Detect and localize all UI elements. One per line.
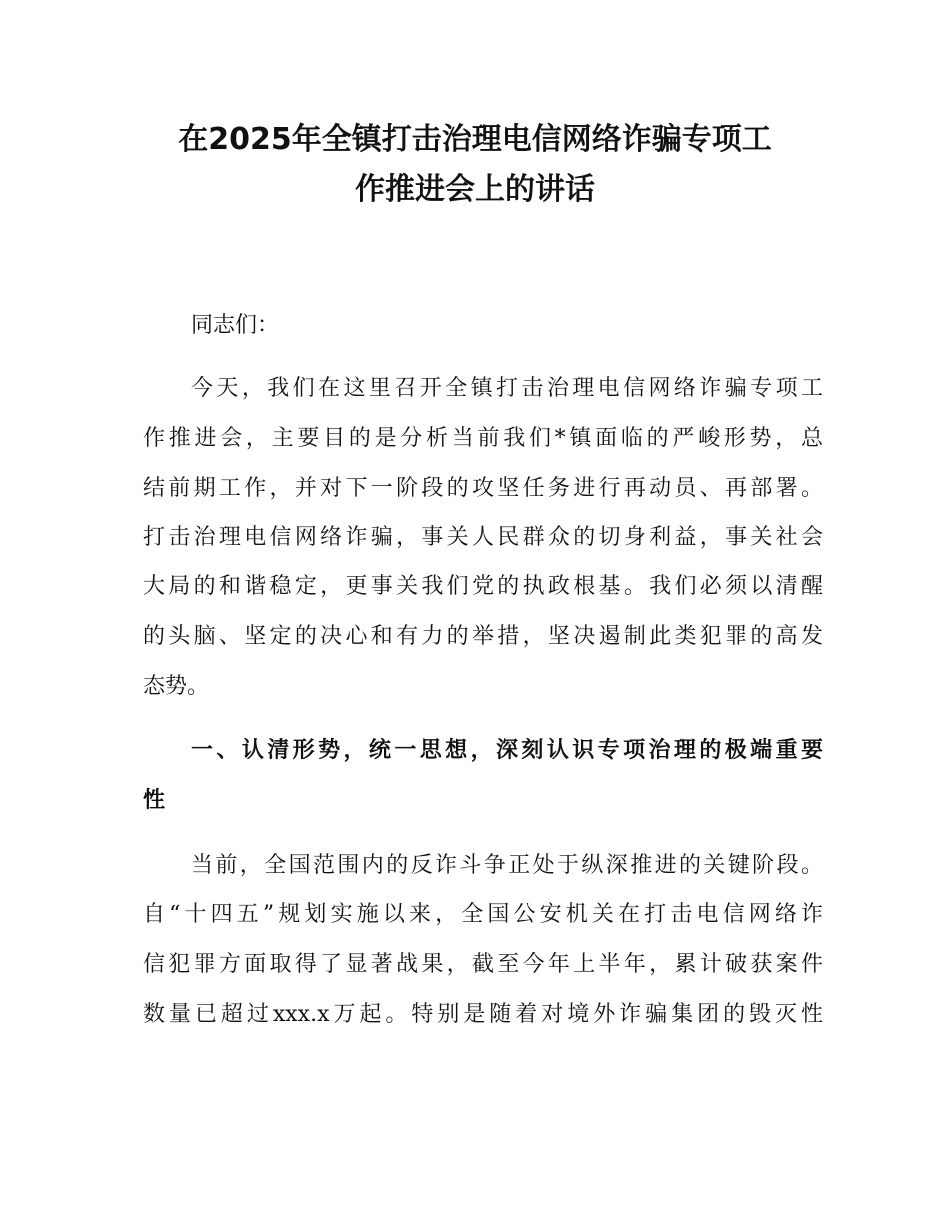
paragraph-2-line: 信犯罪方面取得了显著战果，截至今年上半年，累计破获案件: [143, 952, 823, 977]
paragraph-1-line: 结前期工作，并对下一阶段的攻坚任务进行再动员、再部署。: [143, 476, 823, 501]
paragraph-2-line: 当前，全国范围内的反诈斗争正处于纵深推进的关键阶段。: [191, 853, 823, 878]
paragraph-2-line: 自“十四五”规划实施以来，全国公安机关在打击电信网络诈: [143, 902, 823, 927]
paragraph-2-line: 数量已超过xxx.x万起。特别是随着对境外诈骗集团的毁灭性: [143, 1002, 823, 1027]
paragraph-1-line: 态势。: [143, 674, 210, 699]
paragraph-1-line: 作推进会，主要目的是分析当前我们*镇面临的严峻形势，总: [143, 426, 823, 451]
document-title-line-2: 作推进会上的讲话: [355, 172, 595, 207]
paragraph-1-line: 的头脑、坚定的决心和有力的举措，坚决遏制此类犯罪的高发: [143, 624, 823, 649]
paragraph-1-line: 今天，我们在这里召开全镇打击治理电信网络诈骗专项工: [191, 376, 823, 401]
document-title-line-1: 在2025年全镇打击治理电信网络诈骗专项工: [178, 122, 772, 157]
section-heading-line: 一、认清形势，统一思想，深刻认识专项治理的极端重要: [191, 738, 823, 763]
paragraph-1-line: 大局的和谐稳定，更事关我们党的执政根基。我们必须以清醒: [143, 574, 823, 599]
paragraph-1-line: 打击治理电信网络诈骗，事关人民群众的切身利益，事关社会: [143, 525, 823, 550]
section-heading-line: 性: [143, 788, 166, 813]
salutation: 同志们：: [191, 313, 280, 338]
